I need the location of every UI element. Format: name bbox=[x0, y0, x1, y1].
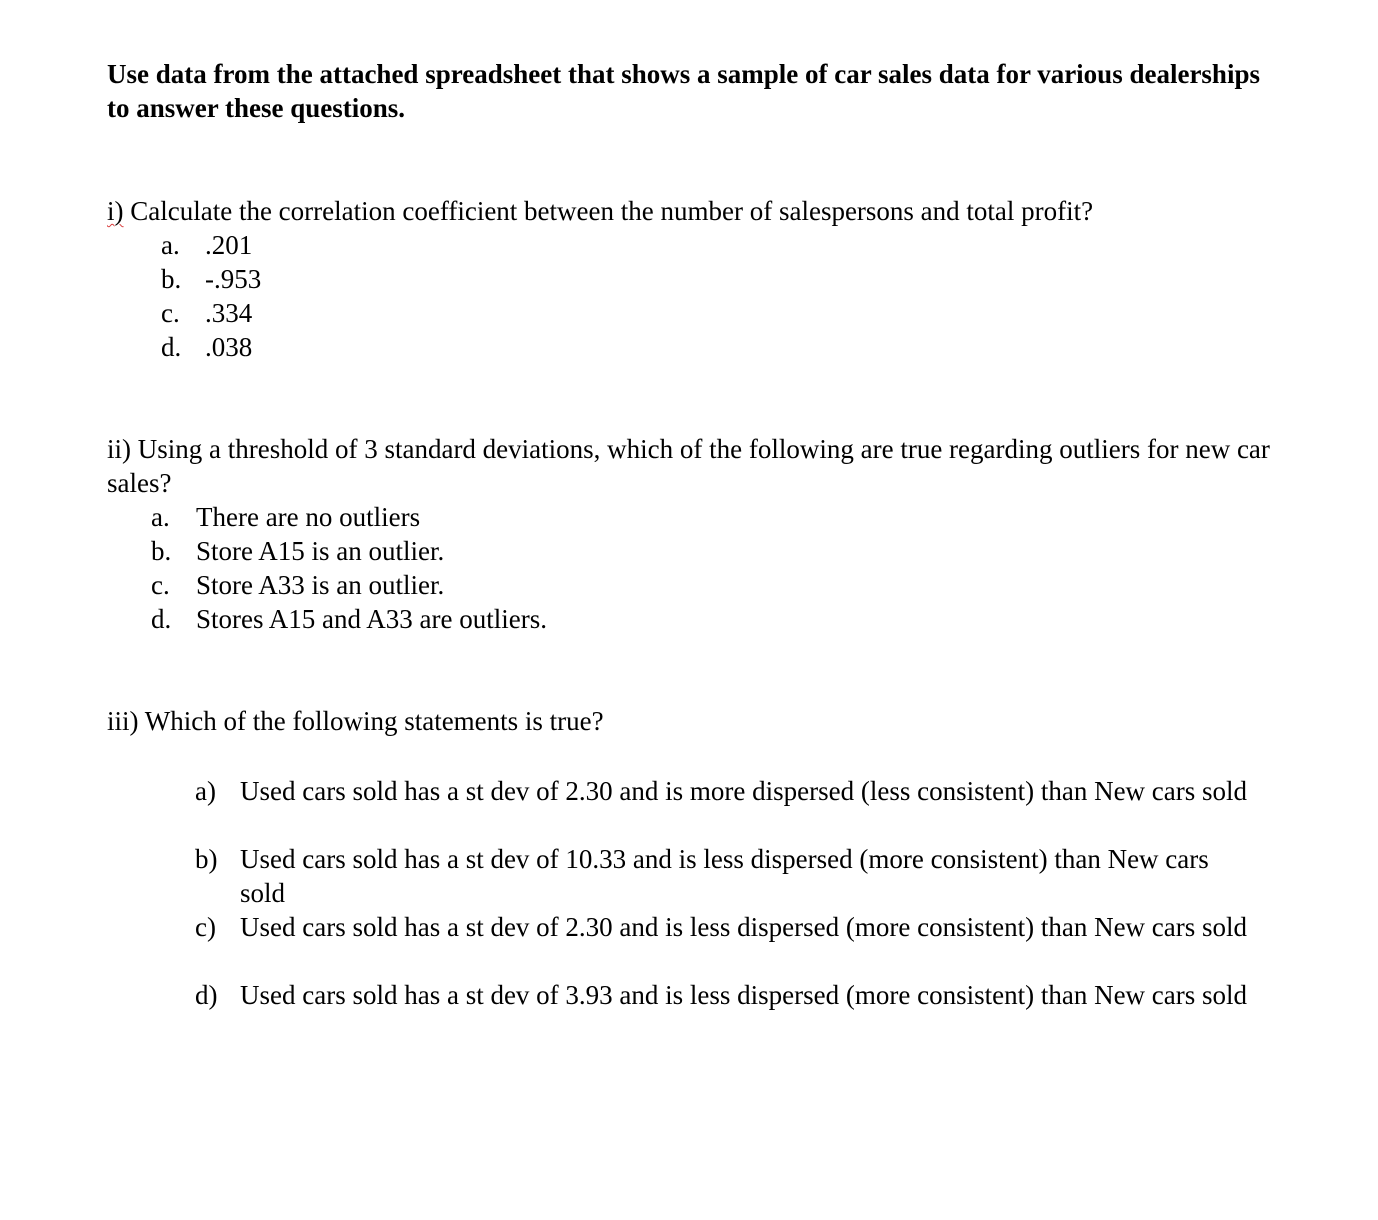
option-text: .038 bbox=[205, 332, 253, 362]
option-label: d. bbox=[161, 332, 182, 362]
option-text: Used cars sold has a st dev of 2.30 and is less dispersed (more consistent) than New cars sold bbox=[240, 912, 1248, 942]
option-text: Stores A15 and A33 are outliers. bbox=[196, 604, 547, 634]
question-1-option-d bbox=[161, 330, 252, 364]
option-text: .201 bbox=[205, 230, 253, 260]
option-text: Used cars sold has a st dev of 10.33 and is less dispersed (more consistent) than New cars sold bbox=[240, 844, 1209, 908]
option-label: a. bbox=[151, 502, 170, 532]
option-text: Store A33 is an outlier. bbox=[196, 570, 445, 600]
option-label: b. bbox=[151, 536, 172, 566]
option-label: c. bbox=[151, 570, 170, 600]
question-1-option-c bbox=[161, 296, 252, 330]
question-2-option-b bbox=[151, 534, 444, 568]
option-text: There are no outliers bbox=[196, 502, 421, 532]
question-2-option-c bbox=[151, 568, 444, 602]
question-1 bbox=[107, 194, 1287, 228]
question-3-option-b bbox=[195, 842, 1260, 910]
option-text: Used cars sold has a st dev of 2.30 and is more dispersed (less consistent) than New cars sold bbox=[240, 776, 1248, 806]
option-label: d. bbox=[151, 604, 172, 634]
question-3-option-a bbox=[195, 774, 1260, 808]
intro-instructions: Use data from the attached spreadsheet that shows a sample of car sales data for various dealerships to answer these questions. bbox=[107, 59, 1260, 123]
question-1-option-a bbox=[161, 228, 252, 262]
question-2: ii) Using a threshold of 3 standard deviations, which of the following are true regarding outliers for new car sales? bbox=[107, 434, 1270, 498]
question-3-option-d bbox=[195, 978, 1260, 1012]
question-1-text: Calculate the correlation coefficient between the number of salespersons and total profit? bbox=[123, 196, 1094, 226]
option-label: b) bbox=[195, 844, 218, 874]
question-2-option-a bbox=[151, 500, 420, 534]
option-label: c. bbox=[161, 298, 180, 328]
option-label: a. bbox=[161, 230, 180, 260]
question-1-option-b bbox=[161, 262, 261, 296]
option-text: -.953 bbox=[205, 264, 262, 294]
option-text: .334 bbox=[205, 298, 253, 328]
question-1-number: i) bbox=[107, 196, 124, 226]
option-label: d) bbox=[195, 980, 218, 1010]
option-text: Store A15 is an outlier. bbox=[196, 536, 445, 566]
question-3-option-c bbox=[195, 910, 1260, 944]
question-2-option-d bbox=[151, 602, 547, 636]
option-text: Used cars sold has a st dev of 3.93 and is less dispersed (more consistent) than New cars sold bbox=[240, 980, 1248, 1010]
option-label: c) bbox=[195, 912, 216, 942]
option-label: a) bbox=[195, 776, 216, 806]
question-3: iii) Which of the following statements is true? bbox=[107, 706, 604, 736]
option-label: b. bbox=[161, 264, 182, 294]
